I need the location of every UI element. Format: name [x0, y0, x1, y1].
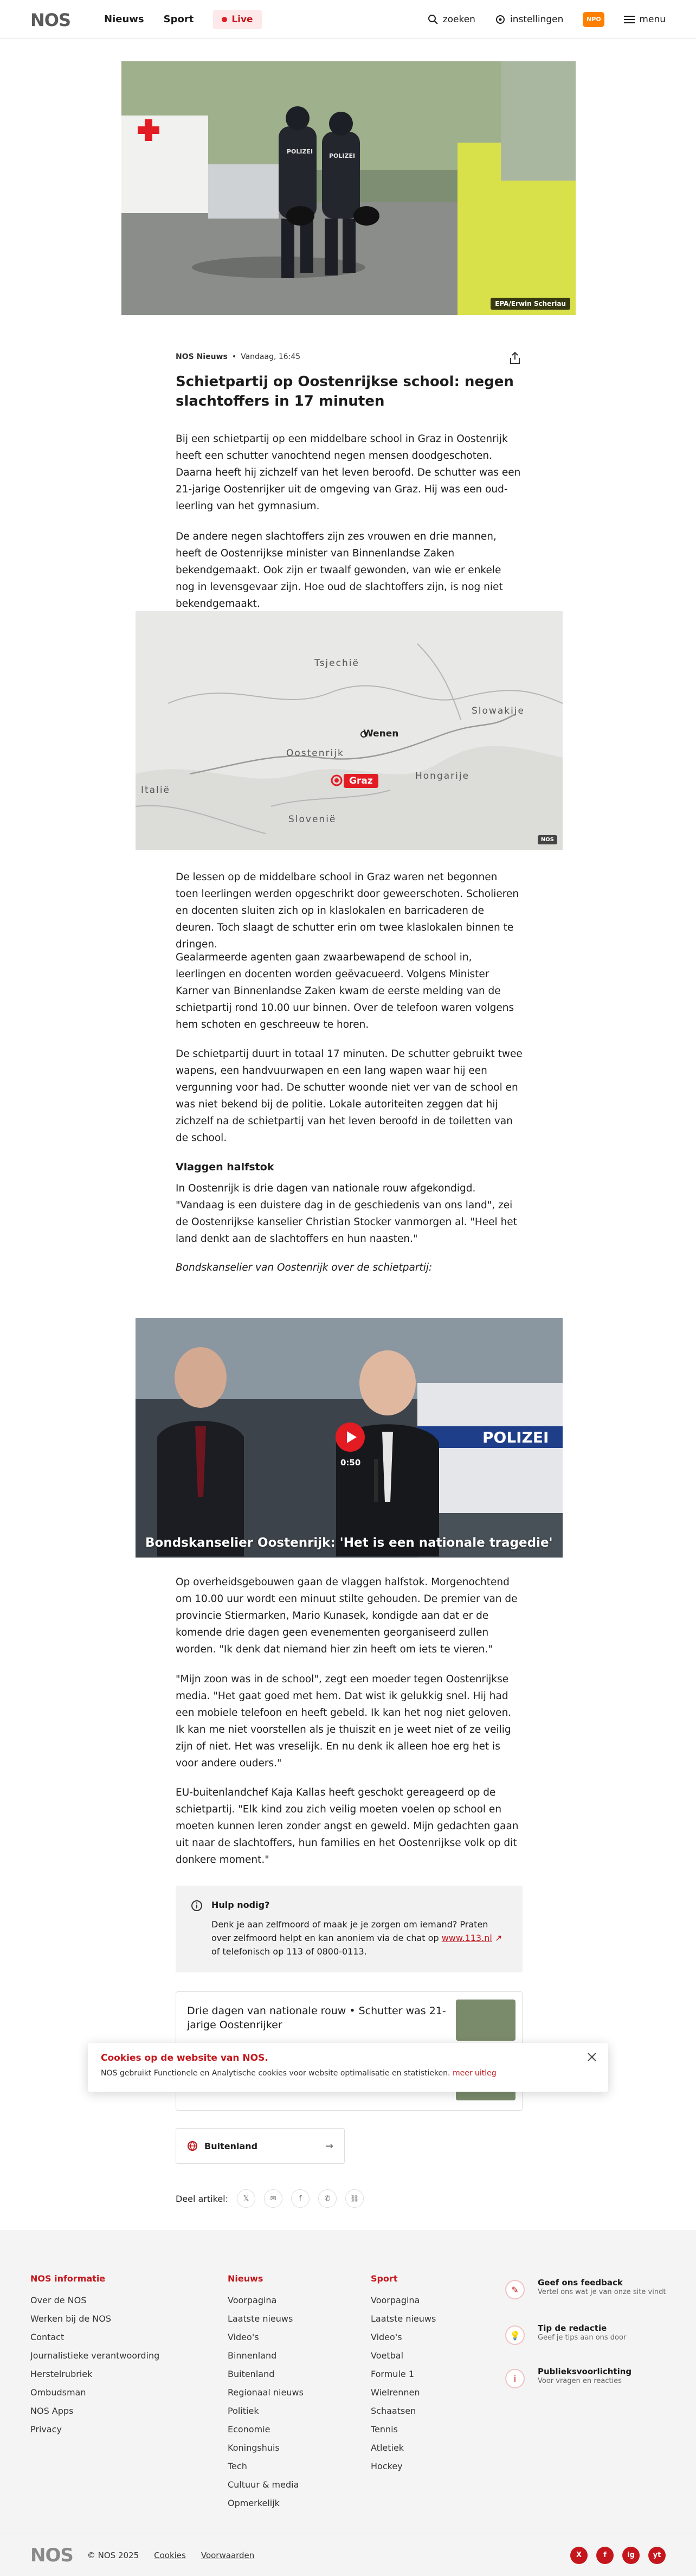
help-text-before: Denk je aan zelfmoord of maak je je zorgen om iemand? Praten over zelfmoord helpt en kan anoniem via de chat op [211, 1919, 488, 1943]
article-meta [176, 353, 523, 361]
copyright: © NOS 2025 [87, 2550, 139, 2560]
cookie-heading: Cookies op de website van NOS. [101, 2053, 268, 2064]
share-button[interactable] [507, 350, 523, 366]
paragraph: "Mijn zoon was in de school", zegt een moeder tegen Oostenrijkse media. "Het gaat goed met hem. Dat wist ik gelukkig snel. Hij had een mobiele telefoon en heeft gebeld. Ik kan het nog niet geloven. Ik kan me niet voorstellen als je thuiszit en je weet niet of ze veilig zijn of niet. Het was vreselijk. En nu denk ik alleen hoe erg het is voor andere ouders." [176, 1674, 512, 1769]
share-article [176, 2189, 364, 2208]
globe-icon [187, 2141, 198, 2151]
site-footer [0, 2230, 696, 2576]
site-header [0, 0, 696, 39]
paragraph: De andere negen slachtoffers zijn zes vrouwen en drie mannen, heeft de Oostenrijkse minister van Binnenlandse Zaken bekendgemaakt. Ook zijn er twaalf gewonden, van wie er enkele nog in levensgevaar zijn. Hoe oud de slachtoffers zijn, is nog niet bekendgemaakt. [176, 531, 503, 610]
instagram-icon[interactable]: ig [622, 2547, 640, 2564]
police-photo [121, 61, 576, 315]
map-label: Hongarije [415, 771, 470, 781]
footer-col-info [30, 2273, 159, 2439]
share-icon [507, 350, 523, 366]
map-label: Tsjechië [314, 658, 359, 669]
map-source-badge: NOS [538, 835, 557, 844]
paragraph: Op overheidsgebouwen gaan de vlaggen halfstok. Morgenochtend om 10.00 uur wordt een minuut stilte gehouden. De premier van de provincie Stiermarken, Mario Kunasek, kondigde aan dat er de komende drie dagen geen evenementen georganiseerd zullen worden. "Ik denk dat niemand hier zin heeft om iets te vieren." [176, 1577, 518, 1655]
settings-button[interactable] [495, 14, 563, 25]
article-source: NOS Nieuws [176, 353, 228, 361]
svg-text:POLIZEI: POLIZEI [287, 148, 313, 155]
nos-logo[interactable] [30, 11, 82, 28]
footer-link[interactable]: Journalistieke verantwoording [30, 2350, 160, 2361]
live-dot-icon [222, 17, 227, 22]
paragraph: De lessen op de middelbare school in Graz waren net begonnen toen leerlingen werden opgeschrikt door geweerschoten. Scholieren en docenten sluiten zich op in klaslokalen en barricaderen de deuren. Toch slaagt de schutter erin om twee klaslokalen binnen te dringen. [176, 872, 519, 950]
nav-sport[interactable]: Sport [163, 14, 194, 25]
lightbulb-icon: 💡 [505, 2325, 525, 2345]
footer-link[interactable]: Contact [30, 2332, 65, 2342]
paragraph: Bij een schietpartij op een middelbare school in Graz in Oostenrijk heeft een schutter vanochtend negen mensen doodgeschoten. Daarna heeft hij zichzelf van het leven beroofd. De schutter was een 21-jarige Oostenrijker uit de omgeving van Graz. Hij was een oud-leerling van het gymnasium. [176, 433, 521, 512]
related-title: Drie dagen van nationale rouw • Schutter was 21-jarige Oostenrijker [187, 2005, 446, 2031]
search-label: zoeken [442, 14, 475, 25]
footer-link[interactable]: Tech [228, 2461, 247, 2471]
footer-link[interactable]: Video's [228, 2332, 259, 2342]
footer-link[interactable]: Werken bij de NOS [30, 2314, 112, 2324]
footer-link[interactable]: Regionaal nieuws [228, 2387, 304, 2398]
tip-link[interactable] [505, 2323, 668, 2343]
play-button[interactable] [336, 1422, 365, 1452]
footer-heading: Nieuws [228, 2273, 263, 2284]
help-text [211, 1918, 504, 1958]
svg-text:NOS: NOS [30, 11, 71, 28]
paragraph: Gealarmeerde agenten gaan zwaarbewapend de school in, leerlingen en docenten worden geëvacueerd. Volgens Minister Karner van Binnenlandse Zaken kwam de eerste melding van de schietpartij rond 10.00 uur binnen. Over de telefoon waren volgens hem schoten en geschreeuw te horen. [176, 952, 514, 1030]
footer-link[interactable]: Voetbal [371, 2350, 404, 2361]
cookie-text [101, 2069, 595, 2078]
map-label-graz: Graz [344, 774, 378, 788]
cookie-close-button[interactable] [585, 2050, 598, 2064]
menu-label: menu [639, 14, 666, 25]
svg-text:POLIZEI: POLIZEI [482, 1428, 549, 1446]
footer-link[interactable]: Video's [371, 2332, 402, 2342]
npo-logo[interactable]: NPO [583, 12, 604, 27]
footer-link[interactable]: Laatste nieuws [371, 2314, 436, 2324]
footer-col-sport [371, 2273, 436, 2476]
footer-link[interactable]: Buitenland [228, 2369, 275, 2379]
header-actions [428, 12, 666, 27]
footer-link[interactable]: Hockey [371, 2461, 403, 2471]
youtube-icon[interactable]: yt [648, 2547, 666, 2564]
subheading: Vlaggen halfstok [176, 1161, 274, 1173]
footer-link[interactable]: Laatste nieuws [228, 2314, 293, 2324]
video-intro: Bondskanselier van Oostenrijk over de schietpartij: [176, 1262, 433, 1273]
paragraph: In Oostenrijk is drie dagen van nationale rouw afgekondigd. "Vandaag is een duistere dag in de geschiedenis van ons land", zei de Oostenrijkse kanselier Christian Stocker vanmorgen al. "Heel het land denkt aan de slachtoffers en hun naasten." [176, 1183, 517, 1245]
footer-link[interactable]: Voorpagina [371, 2295, 420, 2305]
voorwaarden-link[interactable]: Voorwaarden [201, 2550, 255, 2560]
footer-link[interactable]: Ombudsman [30, 2387, 86, 2398]
footer-link[interactable]: Cultuur & media [228, 2479, 299, 2490]
footer-link[interactable]: Tennis [371, 2424, 398, 2434]
map-label: Slowakije [472, 706, 525, 716]
footer-link[interactable]: NOS Apps [30, 2406, 74, 2416]
footer-link[interactable]: Over de NOS [30, 2295, 87, 2305]
footer-extra-desc: Vertel ons wat je van onze site vindt [538, 2288, 666, 2296]
hamburger-icon [624, 15, 635, 24]
video-duration: 0:50 [340, 1458, 361, 1468]
meta-separator: • [231, 353, 237, 361]
map-label-wenen: Wenen [363, 728, 399, 739]
footer-heading: Sport [371, 2273, 398, 2284]
map-graz [136, 611, 563, 850]
settings-label: instellingen [510, 14, 564, 25]
mail-icon[interactable]: ✉ [264, 2189, 282, 2208]
related-thumbnail [456, 2000, 515, 2041]
facebook-icon[interactable]: f [596, 2547, 614, 2564]
help-text-after: of telefonisch op 113 of 0800-0113. [211, 1946, 367, 1957]
footer-link[interactable]: Koningshuis [228, 2443, 280, 2453]
feedback-link[interactable] [505, 2278, 668, 2297]
video-player[interactable] [136, 1318, 563, 1558]
footer-extra-title: Tip de redactie [538, 2323, 607, 2333]
footer-extra-title: Publieksvoorlichting [538, 2367, 632, 2376]
close-icon [585, 2050, 598, 2064]
paragraph: EU-buitenlandchef Kaja Kallas heeft geschokt gereageerd op de schietpartij. "Elk kind zou zich veilig moeten voelen op school en moeten kunnen leren zonder angst en geweld. Mijn gedachten gaan uit naar de slachtoffers, hun families en het Oostenrijkse volk op dit donkere moment." [176, 1787, 519, 1866]
paragraph: De schietpartij duurt in totaal 17 minuten. De schutter gebruikt twee wapens, een handvuurwapen en een lang wapen waar hij een vergunning voor had. De schutter woonde niet ver van de school en was niet bekend bij de politie. Lokale autoriteiten zeggen dat hij zichzelf na de schietpartij van het leven beroofd in de toiletten van de school. [176, 1048, 523, 1144]
footer-bottom [0, 2534, 696, 2576]
cookies-link[interactable]: Cookies [154, 2550, 186, 2560]
footer-heading: NOS informatie [30, 2273, 106, 2284]
x-icon[interactable]: X [570, 2547, 588, 2564]
share-label: Deel artikel: [176, 2193, 229, 2204]
footer-link[interactable]: Formule 1 [371, 2369, 414, 2379]
map-label: Oostenrijk [286, 748, 344, 759]
map-label: Italië [141, 785, 171, 796]
hero-image [121, 61, 576, 315]
menu-button[interactable] [624, 14, 666, 25]
related-article[interactable] [176, 1992, 522, 2050]
footer-link[interactable]: Economie [228, 2424, 270, 2434]
footer-link[interactable]: Atletiek [371, 2443, 404, 2453]
search-button[interactable] [428, 14, 475, 25]
social-links [570, 2547, 666, 2564]
help-heading: Hulp nodig? [211, 1900, 270, 1910]
article-title: Schietpartij op Oostenrijkse school: negen slachtoffers in 17 minuten [176, 374, 514, 409]
map-graphic [136, 611, 563, 850]
footer-link[interactable]: Schaatsen [371, 2406, 416, 2416]
x-icon[interactable]: 𝕏 [237, 2189, 255, 2208]
footer-link[interactable]: Wielrennen [371, 2387, 420, 2398]
cookie-banner [88, 2043, 608, 2092]
help-link[interactable]: www.113.nl [441, 1933, 492, 1943]
footer-link[interactable]: Voorpagina [228, 2295, 277, 2305]
tag-label: Buitenland [204, 2141, 258, 2151]
cookie-body: NOS gebruikt Functionele en Analytische cookies voor website optimalisatie en statistieken. [101, 2069, 450, 2078]
footer-link[interactable]: Herstelrubriek [30, 2369, 93, 2379]
whatsapp-icon[interactable]: ✆ [318, 2189, 337, 2208]
footer-link[interactable]: Opmerkelijk [228, 2498, 280, 2508]
link-icon[interactable]: ⛓ [345, 2189, 364, 2208]
publieksvoorlichting-link[interactable] [505, 2367, 668, 2386]
nos-logo-icon [30, 11, 82, 28]
arrow-right-icon: → [325, 2140, 333, 2152]
footer-extra-desc: Geef je tips aan ons door [538, 2334, 627, 2342]
footer-link[interactable]: Politiek [228, 2406, 259, 2416]
help-box [176, 1886, 523, 1972]
play-icon [336, 1422, 365, 1452]
video-caption: Bondskanselier Oostenrijk: 'Het is een nationale tragedie' [145, 1536, 553, 1550]
info-icon [191, 1900, 203, 1912]
footer-extra-title: Geef ons feedback [538, 2278, 623, 2287]
footer-col-nieuws [228, 2273, 304, 2513]
footer-link[interactable]: Binnenland [228, 2350, 277, 2361]
footer-extra-desc: Voor vragen en reacties [538, 2377, 622, 2385]
live-button[interactable] [213, 10, 261, 29]
cookie-more-link[interactable]: meer uitleg [452, 2069, 497, 2078]
footer-link[interactable]: Privacy [30, 2424, 62, 2434]
live-label: Live [231, 14, 253, 25]
external-link-icon: ↗ [494, 1933, 502, 1943]
svg-text:POLIZEI: POLIZEI [329, 152, 356, 159]
article-time: Vandaag, 16:45 [241, 353, 301, 361]
info-icon: i [505, 2369, 525, 2388]
map-label: Slovenië [288, 814, 337, 825]
facebook-icon[interactable]: f [291, 2189, 310, 2208]
footer-logo[interactable]: NOS [30, 2544, 73, 2566]
feedback-icon: ✎ [505, 2280, 525, 2299]
photo-credit: EPA/Erwin Scheriau [491, 298, 570, 310]
tag-buitenland[interactable] [176, 2128, 345, 2164]
gear-icon [495, 14, 506, 25]
nav-nieuws[interactable]: Nieuws [104, 14, 144, 25]
search-icon [428, 14, 439, 25]
